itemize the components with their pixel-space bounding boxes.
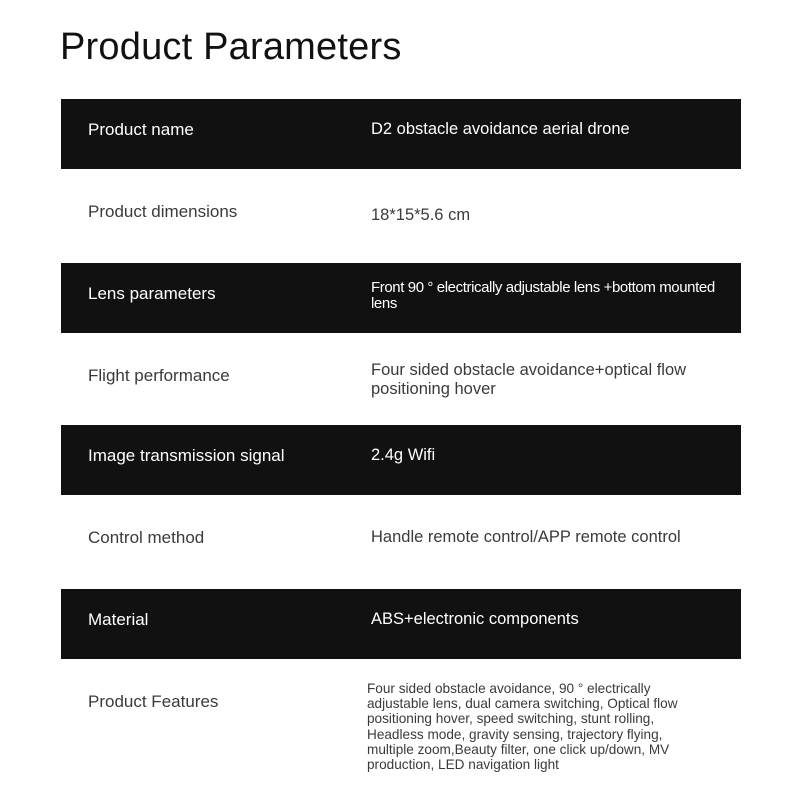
- param-label: Product Features: [88, 692, 219, 711]
- param-value: Handle remote control/APP remote control: [371, 528, 681, 546]
- param-row-product-features: [61, 659, 741, 809]
- param-row-material: [61, 589, 741, 659]
- param-value: D2 obstacle avoidance aerial drone: [371, 120, 630, 138]
- param-row-lens-parameters: [61, 263, 741, 333]
- param-label: Material: [88, 610, 149, 629]
- parameters-table: [61, 99, 741, 809]
- param-value: Front 90 ° electrically adjustable lens +bottom mounted lens: [371, 279, 715, 312]
- param-value: 18*15*5.6 cm: [371, 206, 471, 224]
- param-label: Image transmission signal: [88, 446, 285, 465]
- param-value: 2.4g Wifi: [371, 446, 436, 464]
- param-value: Four sided obstacle avoidance, 90 ° electrically adjustable lens, dual camera switching, Optical flow positioning hover, speed switching, stunt rolling, Headless mode, gravity sensing, trajectory flying, multiple zoom,Beauty filter, one click up/down, MV production, LED navigation light: [367, 681, 678, 773]
- param-row-product-dimensions: [61, 169, 741, 263]
- param-label: Product name: [88, 120, 194, 139]
- page-title: Product Parameters: [60, 26, 402, 68]
- param-row-flight-performance: [61, 333, 741, 425]
- param-label: Lens parameters: [88, 284, 216, 303]
- param-value: Four sided obstacle avoidance+optical flow positioning hover: [371, 361, 687, 398]
- param-label: Flight performance: [88, 366, 230, 385]
- param-label: Product dimensions: [88, 202, 238, 221]
- param-label: Control method: [88, 528, 205, 547]
- param-row-control-method: [61, 495, 741, 589]
- param-row-image-transmission-signal: [61, 425, 741, 495]
- param-row-product-name: [61, 99, 741, 169]
- param-value: ABS+electronic components: [371, 610, 579, 628]
